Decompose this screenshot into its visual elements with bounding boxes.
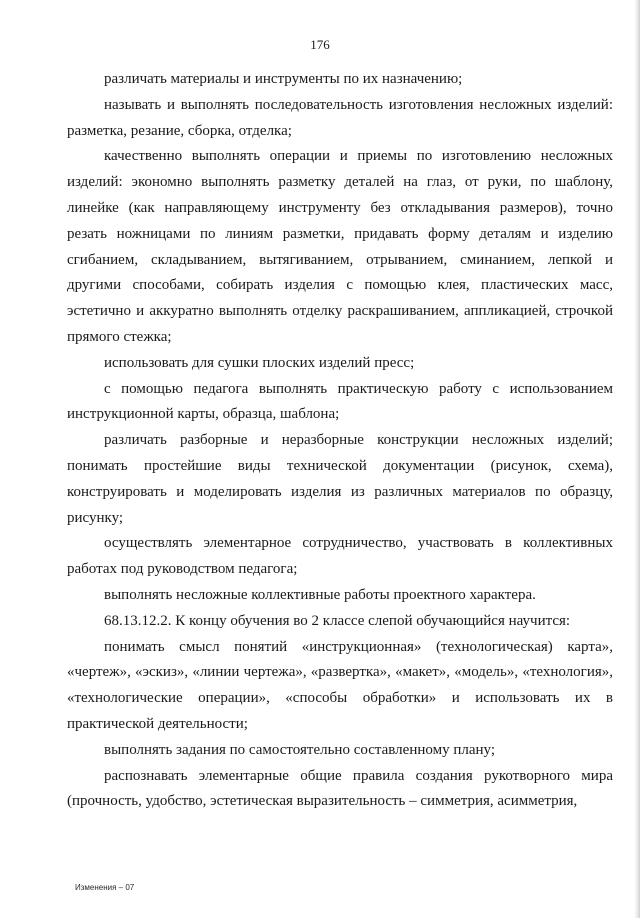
paragraph: с помощью педагога выполнять практическую работу с использованием инструкционной карты, образца, шаблона; (67, 380, 613, 423)
paragraph: понимать смысл понятий «инструкционная» (технологическая) карта», «чертеж», «эскиз», «линии чертежа», «развертка», «макет», «модель», «технология», «технологические операции», «способы обработки» и использовать их в практической деятельности; (67, 638, 613, 732)
paragraph: называть и выполнять последовательность изготовления несложных изделий: разметка, резание, сборка, отделка; (67, 96, 613, 139)
paragraph: выполнять задания по самостоятельно составленному плану; (104, 741, 496, 758)
paragraph: распознавать элементарные общие правила создания рукотворного мира (прочность, удобство, эстетическая выразительность – симметрия, асимметрия, (67, 767, 613, 810)
paragraph: различать материалы и инструменты по их назначению; (104, 71, 463, 87)
paragraph: использовать для сушки плоских изделий пресс; (104, 354, 415, 371)
document-body (67, 67, 613, 815)
paragraph: качественно выполнять операции и приемы по изготовлению несложных изделий: экономно выполнять разметку деталей на глаз, от руки, по шаблону, линейке (как направляющему инструменту без откладывания размеров), точно резать ножницами по линиям разметки, придавать форму деталям и изделию сгибанием, складыванием, вытягиванием, отрыванием, сминанием, лепкой и другими способами, собирать изделия с помощью клея, пластических масс, эстетично и аккуратно выполнять отделку раскрашиванием, аппликацией, строчкой прямого стежка; (67, 148, 613, 345)
paragraph: различать разборные и неразборные конструкции несложных изделий; понимать простейшие виды технической документации (рисунок, схема), конструировать и моделировать изделия из различных материалов по образцу, рисунку; (67, 432, 613, 526)
footer-revision-note: Изменения – 07 (75, 883, 135, 892)
scan-edge-shadow (634, 0, 640, 918)
paragraph: осуществлять элементарное сотрудничество, участвовать в коллективных работах под руководством педагога; (67, 535, 613, 578)
paragraph: выполнять несложные коллективные работы проектного характера. (104, 586, 536, 603)
section-heading: 68.13.12.2. К концу обучения во 2 классе слепой обучающийся научится: (104, 612, 571, 629)
page-number: 176 (310, 37, 330, 52)
